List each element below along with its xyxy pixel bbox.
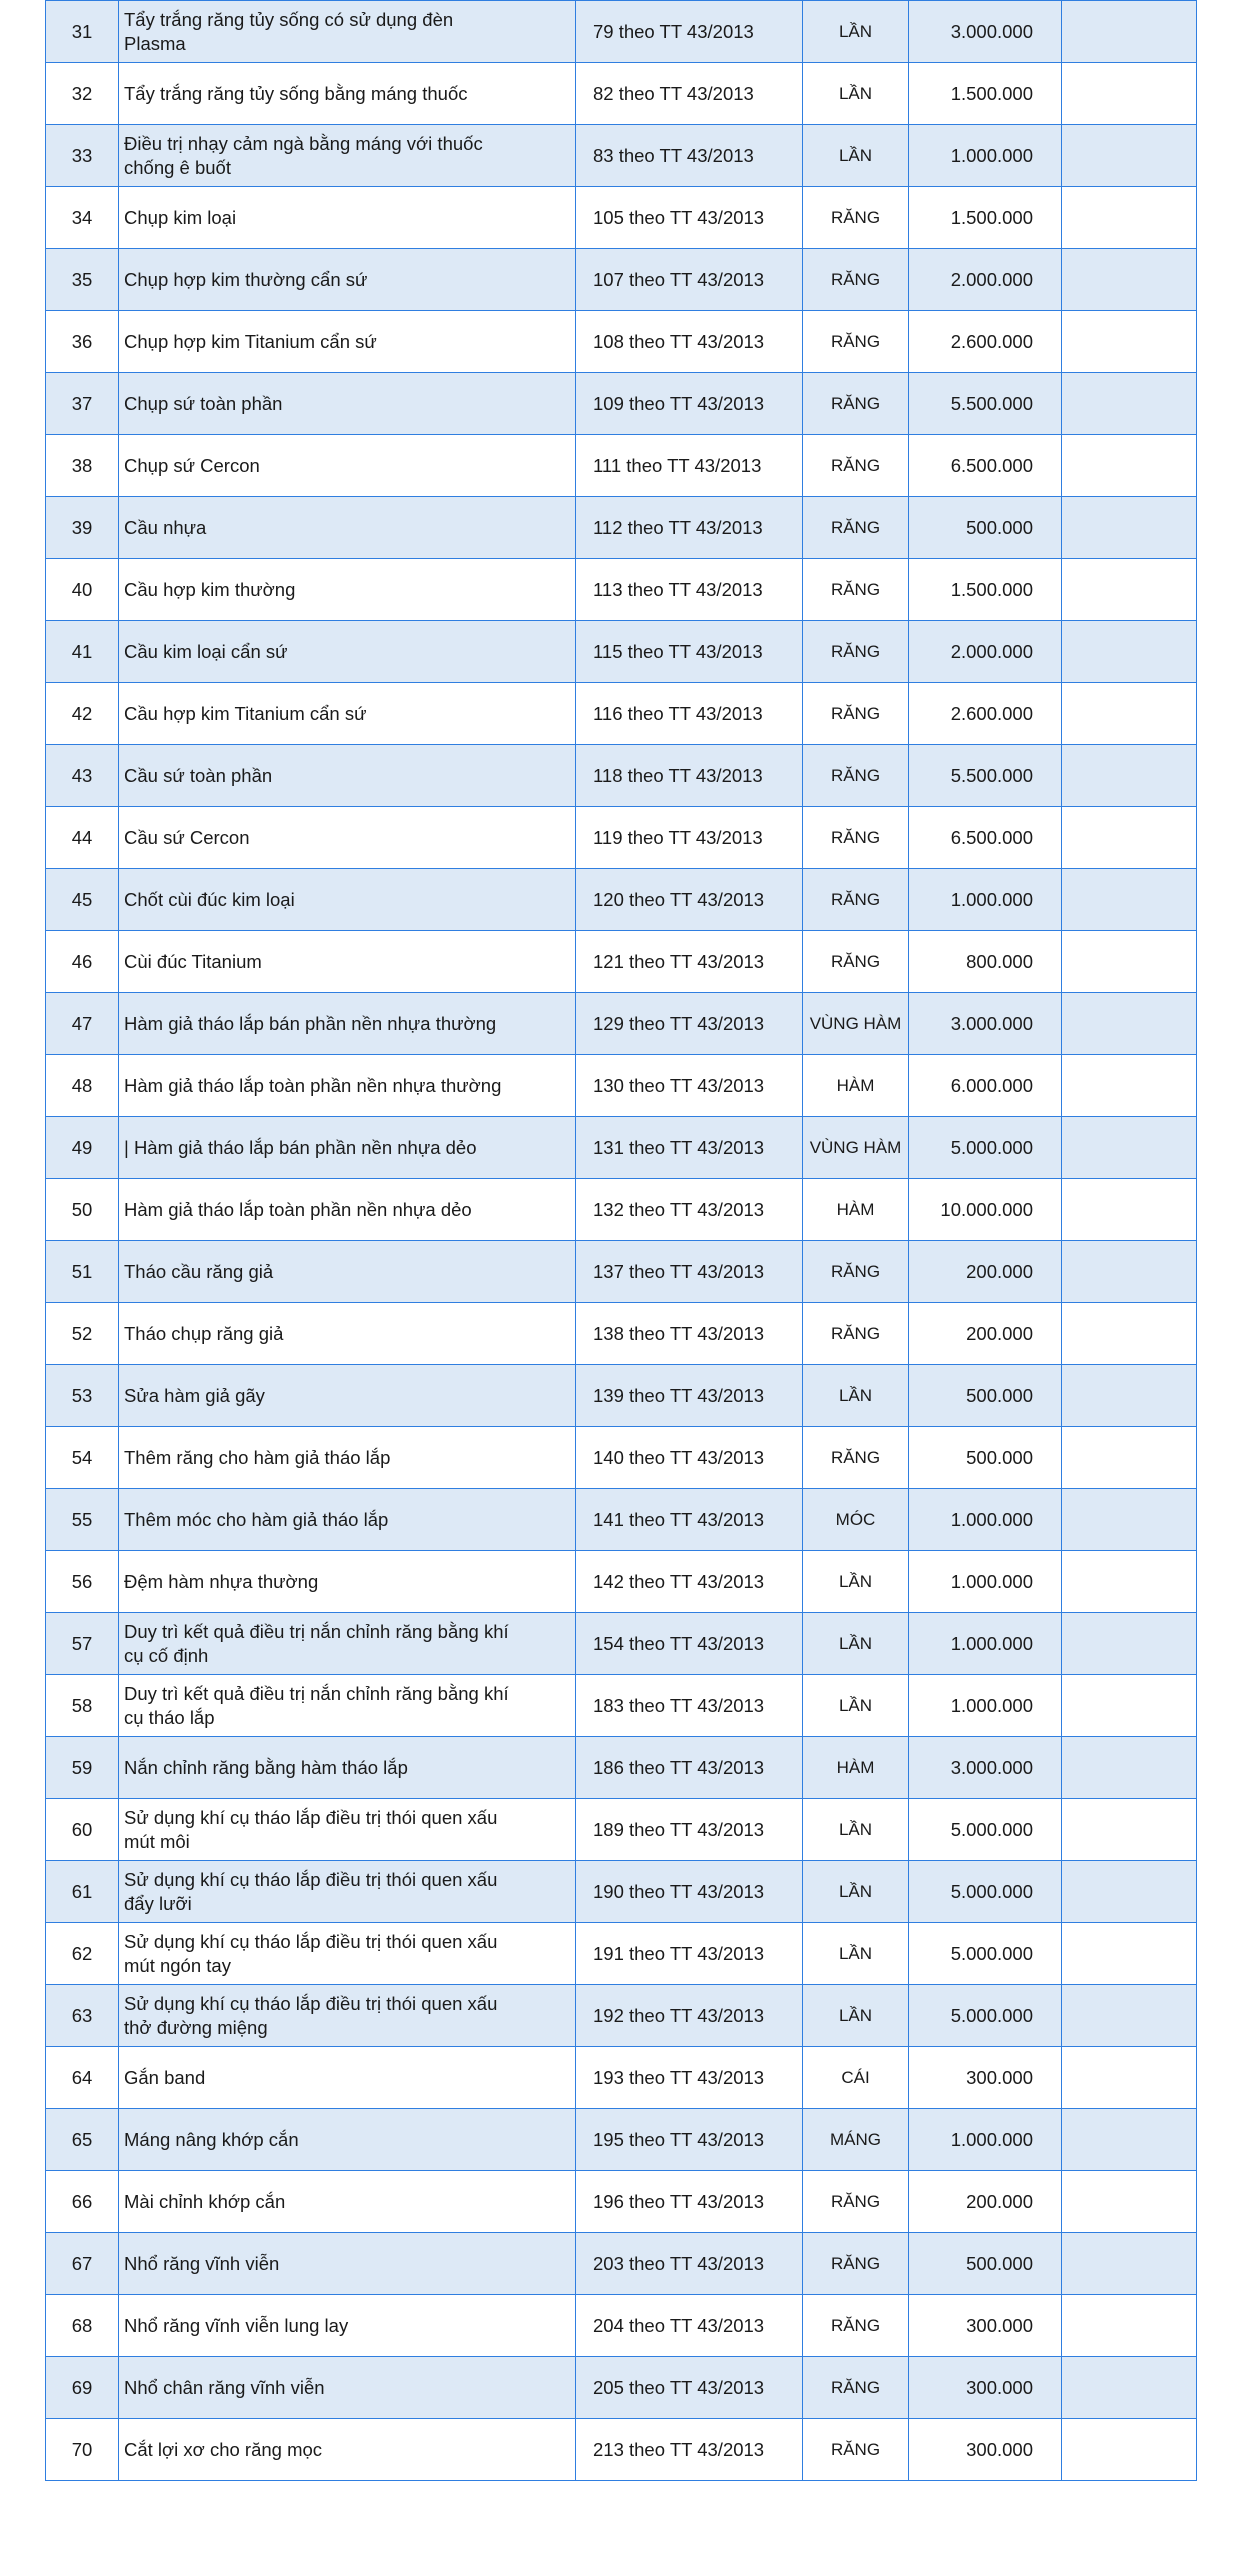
regulation-reference-cell: 111 theo TT 43/2013 — [576, 435, 803, 497]
regulation-reference-cell: 190 theo TT 43/2013 — [576, 1861, 803, 1923]
service-name-cell: Nắn chỉnh răng bằng hàm tháo lắp — [119, 1737, 576, 1799]
table-row — [46, 1489, 1197, 1551]
unit-cell: LẦN — [803, 1, 909, 63]
unit-cell: RĂNG — [803, 559, 909, 621]
table-row — [46, 2047, 1197, 2109]
table-row — [46, 621, 1197, 683]
price-cell: 1.500.000 — [909, 559, 1062, 621]
note-cell — [1062, 2295, 1197, 2357]
regulation-reference-cell: 189 theo TT 43/2013 — [576, 1799, 803, 1861]
service-name-cell: Chụp sứ toàn phần — [119, 373, 576, 435]
regulation-reference-cell: 130 theo TT 43/2013 — [576, 1055, 803, 1117]
price-cell: 5.000.000 — [909, 1799, 1062, 1861]
unit-cell: LẦN — [803, 1613, 909, 1675]
table-row — [46, 2109, 1197, 2171]
unit-cell: RĂNG — [803, 1427, 909, 1489]
service-name-cell: Gắn band — [119, 2047, 576, 2109]
note-cell — [1062, 621, 1197, 683]
unit-cell: LẦN — [803, 1365, 909, 1427]
service-name-cell: | Hàm giả tháo lắp bán phần nền nhựa dẻo — [119, 1117, 576, 1179]
unit-cell: RĂNG — [803, 1303, 909, 1365]
service-name-cell: Duy trì kết quả điều trị nắn chỉnh răng bằng khí cụ tháo lắp — [119, 1675, 576, 1737]
service-name-cell: Sử dụng khí cụ tháo lắp điều trị thói quen xấu thở đường miệng — [119, 1985, 576, 2047]
service-name-cell: Chốt cùi đúc kim loại — [119, 869, 576, 931]
service-name-cell: Tẩy trắng răng tủy sống bằng máng thuốc — [119, 63, 576, 125]
row-number-cell: 64 — [46, 2047, 119, 2109]
price-cell: 5.500.000 — [909, 745, 1062, 807]
price-cell: 1.000.000 — [909, 1489, 1062, 1551]
service-name-cell: Cầu sứ toàn phần — [119, 745, 576, 807]
table-row — [46, 1861, 1197, 1923]
note-cell — [1062, 745, 1197, 807]
table-row — [46, 187, 1197, 249]
service-name-cell: Chụp sứ Cercon — [119, 435, 576, 497]
price-cell: 1.000.000 — [909, 1551, 1062, 1613]
unit-cell: RĂNG — [803, 2357, 909, 2419]
regulation-reference-cell: 140 theo TT 43/2013 — [576, 1427, 803, 1489]
price-cell: 1.000.000 — [909, 125, 1062, 187]
table-row — [46, 125, 1197, 187]
price-table — [45, 0, 1197, 2481]
table-row — [46, 1551, 1197, 1613]
row-number-cell: 66 — [46, 2171, 119, 2233]
service-name-cell: Thêm răng cho hàm giả tháo lắp — [119, 1427, 576, 1489]
row-number-cell: 50 — [46, 1179, 119, 1241]
price-cell: 300.000 — [909, 2357, 1062, 2419]
unit-cell: RĂNG — [803, 745, 909, 807]
price-cell: 1.000.000 — [909, 869, 1062, 931]
row-number-cell: 38 — [46, 435, 119, 497]
regulation-reference-cell: 192 theo TT 43/2013 — [576, 1985, 803, 2047]
table-row — [46, 311, 1197, 373]
price-cell: 6.500.000 — [909, 807, 1062, 869]
regulation-reference-cell: 205 theo TT 43/2013 — [576, 2357, 803, 2419]
note-cell — [1062, 2233, 1197, 2295]
service-name-cell: Duy trì kết quả điều trị nắn chỉnh răng bằng khí cụ cố định — [119, 1613, 576, 1675]
price-cell: 2.600.000 — [909, 683, 1062, 745]
price-cell: 5.000.000 — [909, 1117, 1062, 1179]
regulation-reference-cell: 191 theo TT 43/2013 — [576, 1923, 803, 1985]
service-name-cell: Cùi đúc Titanium — [119, 931, 576, 993]
service-name-cell: Hàm giả tháo lắp bán phần nền nhựa thường — [119, 993, 576, 1055]
regulation-reference-cell: 142 theo TT 43/2013 — [576, 1551, 803, 1613]
note-cell — [1062, 311, 1197, 373]
table-row — [46, 2233, 1197, 2295]
row-number-cell: 61 — [46, 1861, 119, 1923]
price-cell: 3.000.000 — [909, 1737, 1062, 1799]
price-cell: 5.500.000 — [909, 373, 1062, 435]
table-row — [46, 1737, 1197, 1799]
note-cell — [1062, 1, 1197, 63]
note-cell — [1062, 1675, 1197, 1737]
unit-cell: LẦN — [803, 1923, 909, 1985]
row-number-cell: 32 — [46, 63, 119, 125]
row-number-cell: 31 — [46, 1, 119, 63]
price-cell: 300.000 — [909, 2295, 1062, 2357]
note-cell — [1062, 1985, 1197, 2047]
price-cell: 6.000.000 — [909, 1055, 1062, 1117]
unit-cell: LẦN — [803, 1799, 909, 1861]
regulation-reference-cell: 186 theo TT 43/2013 — [576, 1737, 803, 1799]
price-cell: 5.000.000 — [909, 1985, 1062, 2047]
table-row — [46, 1675, 1197, 1737]
regulation-reference-cell: 108 theo TT 43/2013 — [576, 311, 803, 373]
row-number-cell: 36 — [46, 311, 119, 373]
regulation-reference-cell: 139 theo TT 43/2013 — [576, 1365, 803, 1427]
note-cell — [1062, 2357, 1197, 2419]
regulation-reference-cell: 79 theo TT 43/2013 — [576, 1, 803, 63]
service-name-cell: Sử dụng khí cụ tháo lắp điều trị thói quen xấu đẩy lưỡi — [119, 1861, 576, 1923]
price-cell: 300.000 — [909, 2047, 1062, 2109]
row-number-cell: 69 — [46, 2357, 119, 2419]
regulation-reference-cell: 154 theo TT 43/2013 — [576, 1613, 803, 1675]
price-cell: 1.500.000 — [909, 187, 1062, 249]
note-cell — [1062, 1613, 1197, 1675]
table-row — [46, 1117, 1197, 1179]
service-name-cell: Chụp hợp kim Titanium cẩn sứ — [119, 311, 576, 373]
unit-cell: MÁNG — [803, 2109, 909, 2171]
service-name-cell: Máng nâng khớp cắn — [119, 2109, 576, 2171]
note-cell — [1062, 1055, 1197, 1117]
service-name-cell: Cầu hợp kim thường — [119, 559, 576, 621]
table-row — [46, 63, 1197, 125]
row-number-cell: 56 — [46, 1551, 119, 1613]
unit-cell: RĂNG — [803, 373, 909, 435]
regulation-reference-cell: 183 theo TT 43/2013 — [576, 1675, 803, 1737]
price-cell: 500.000 — [909, 2233, 1062, 2295]
service-name-cell: Tháo cầu răng giả — [119, 1241, 576, 1303]
table-row — [46, 807, 1197, 869]
regulation-reference-cell: 112 theo TT 43/2013 — [576, 497, 803, 559]
service-name-cell: Nhổ răng vĩnh viễn lung lay — [119, 2295, 576, 2357]
note-cell — [1062, 1551, 1197, 1613]
unit-cell: HÀM — [803, 1055, 909, 1117]
note-cell — [1062, 559, 1197, 621]
note-cell — [1062, 373, 1197, 435]
table-row — [46, 497, 1197, 559]
row-number-cell: 52 — [46, 1303, 119, 1365]
table-row — [46, 373, 1197, 435]
unit-cell: RĂNG — [803, 249, 909, 311]
note-cell — [1062, 1365, 1197, 1427]
price-cell: 10.000.000 — [909, 1179, 1062, 1241]
regulation-reference-cell: 196 theo TT 43/2013 — [576, 2171, 803, 2233]
note-cell — [1062, 1117, 1197, 1179]
table-row — [46, 683, 1197, 745]
row-number-cell: 40 — [46, 559, 119, 621]
regulation-reference-cell: 105 theo TT 43/2013 — [576, 187, 803, 249]
row-number-cell: 54 — [46, 1427, 119, 1489]
service-name-cell: Điều trị nhạy cảm ngà bằng máng với thuốc chống ê buốt — [119, 125, 576, 187]
service-name-cell: Chụp kim loại — [119, 187, 576, 249]
table-row — [46, 993, 1197, 1055]
note-cell — [1062, 125, 1197, 187]
note-cell — [1062, 435, 1197, 497]
table-row — [46, 2171, 1197, 2233]
service-name-cell: Chụp hợp kim thường cẩn sứ — [119, 249, 576, 311]
service-name-cell: Cầu sứ Cercon — [119, 807, 576, 869]
unit-cell: RĂNG — [803, 2233, 909, 2295]
note-cell — [1062, 1427, 1197, 1489]
note-cell — [1062, 1923, 1197, 1985]
unit-cell: RĂNG — [803, 2295, 909, 2357]
table-row — [46, 745, 1197, 807]
note-cell — [1062, 993, 1197, 1055]
service-name-cell: Cầu kim loại cẩn sứ — [119, 621, 576, 683]
unit-cell: LẦN — [803, 1675, 909, 1737]
service-name-cell: Đệm hàm nhựa thường — [119, 1551, 576, 1613]
row-number-cell: 43 — [46, 745, 119, 807]
table-row — [46, 2419, 1197, 2481]
service-name-cell: Sử dụng khí cụ tháo lắp điều trị thói quen xấu mút môi — [119, 1799, 576, 1861]
unit-cell: RĂNG — [803, 2171, 909, 2233]
regulation-reference-cell: 82 theo TT 43/2013 — [576, 63, 803, 125]
row-number-cell: 37 — [46, 373, 119, 435]
row-number-cell: 42 — [46, 683, 119, 745]
row-number-cell: 41 — [46, 621, 119, 683]
unit-cell: RĂNG — [803, 497, 909, 559]
regulation-reference-cell: 119 theo TT 43/2013 — [576, 807, 803, 869]
note-cell — [1062, 187, 1197, 249]
service-name-cell: Cầu nhựa — [119, 497, 576, 559]
table-row — [46, 1427, 1197, 1489]
table-row — [46, 2357, 1197, 2419]
regulation-reference-cell: 116 theo TT 43/2013 — [576, 683, 803, 745]
table-row — [46, 931, 1197, 993]
unit-cell: CÁI — [803, 2047, 909, 2109]
price-cell: 500.000 — [909, 497, 1062, 559]
note-cell — [1062, 1737, 1197, 1799]
note-cell — [1062, 931, 1197, 993]
regulation-reference-cell: 137 theo TT 43/2013 — [576, 1241, 803, 1303]
note-cell — [1062, 2171, 1197, 2233]
table-body — [46, 1, 1197, 2481]
table-row — [46, 249, 1197, 311]
row-number-cell: 60 — [46, 1799, 119, 1861]
row-number-cell: 47 — [46, 993, 119, 1055]
regulation-reference-cell: 131 theo TT 43/2013 — [576, 1117, 803, 1179]
table-row — [46, 2295, 1197, 2357]
row-number-cell: 34 — [46, 187, 119, 249]
table-row — [46, 1365, 1197, 1427]
price-cell: 2.000.000 — [909, 621, 1062, 683]
price-cell: 1.000.000 — [909, 1675, 1062, 1737]
unit-cell: RĂNG — [803, 869, 909, 931]
table-row — [46, 435, 1197, 497]
service-name-cell: Mài chỉnh khớp cắn — [119, 2171, 576, 2233]
price-cell: 1.000.000 — [909, 2109, 1062, 2171]
row-number-cell: 62 — [46, 1923, 119, 1985]
table-row — [46, 559, 1197, 621]
regulation-reference-cell: 203 theo TT 43/2013 — [576, 2233, 803, 2295]
note-cell — [1062, 869, 1197, 931]
row-number-cell: 46 — [46, 931, 119, 993]
row-number-cell: 48 — [46, 1055, 119, 1117]
service-name-cell: Sửa hàm giả gãy — [119, 1365, 576, 1427]
regulation-reference-cell: 120 theo TT 43/2013 — [576, 869, 803, 931]
row-number-cell: 63 — [46, 1985, 119, 2047]
table-row — [46, 1799, 1197, 1861]
service-name-cell: Sử dụng khí cụ tháo lắp điều trị thói quen xấu mút ngón tay — [119, 1923, 576, 1985]
service-name-cell: Nhổ răng vĩnh viễn — [119, 2233, 576, 2295]
row-number-cell: 68 — [46, 2295, 119, 2357]
note-cell — [1062, 497, 1197, 559]
price-cell: 1.000.000 — [909, 1613, 1062, 1675]
regulation-reference-cell: 213 theo TT 43/2013 — [576, 2419, 803, 2481]
note-cell — [1062, 249, 1197, 311]
row-number-cell: 59 — [46, 1737, 119, 1799]
table-row — [46, 1055, 1197, 1117]
price-table-container — [45, 0, 1196, 2481]
table-row — [46, 1923, 1197, 1985]
regulation-reference-cell: 132 theo TT 43/2013 — [576, 1179, 803, 1241]
row-number-cell: 39 — [46, 497, 119, 559]
price-cell: 6.500.000 — [909, 435, 1062, 497]
row-number-cell: 65 — [46, 2109, 119, 2171]
service-name-cell: Hàm giả tháo lắp toàn phần nền nhựa thường — [119, 1055, 576, 1117]
unit-cell: RĂNG — [803, 2419, 909, 2481]
price-cell: 200.000 — [909, 2171, 1062, 2233]
table-row — [46, 1179, 1197, 1241]
row-number-cell: 49 — [46, 1117, 119, 1179]
row-number-cell: 53 — [46, 1365, 119, 1427]
price-cell: 200.000 — [909, 1241, 1062, 1303]
service-name-cell: Hàm giả tháo lắp toàn phần nền nhựa dẻo — [119, 1179, 576, 1241]
table-row — [46, 1, 1197, 63]
unit-cell: HÀM — [803, 1737, 909, 1799]
service-name-cell: Thêm móc cho hàm giả tháo lắp — [119, 1489, 576, 1551]
row-number-cell: 33 — [46, 125, 119, 187]
regulation-reference-cell: 193 theo TT 43/2013 — [576, 2047, 803, 2109]
unit-cell: LẦN — [803, 63, 909, 125]
price-cell: 800.000 — [909, 931, 1062, 993]
unit-cell: HÀM — [803, 1179, 909, 1241]
price-cell: 3.000.000 — [909, 1, 1062, 63]
note-cell — [1062, 2419, 1197, 2481]
unit-cell: LẦN — [803, 1985, 909, 2047]
note-cell — [1062, 63, 1197, 125]
price-cell: 200.000 — [909, 1303, 1062, 1365]
table-row — [46, 1241, 1197, 1303]
note-cell — [1062, 1241, 1197, 1303]
table-row — [46, 1613, 1197, 1675]
unit-cell: RĂNG — [803, 807, 909, 869]
service-name-cell: Cắt lợi xơ cho răng mọc — [119, 2419, 576, 2481]
unit-cell: LẦN — [803, 1861, 909, 1923]
note-cell — [1062, 683, 1197, 745]
regulation-reference-cell: 204 theo TT 43/2013 — [576, 2295, 803, 2357]
price-cell: 5.000.000 — [909, 1923, 1062, 1985]
regulation-reference-cell: 109 theo TT 43/2013 — [576, 373, 803, 435]
service-name-cell: Tẩy trắng răng tủy sống có sử dụng đèn Plasma — [119, 1, 576, 63]
note-cell — [1062, 1799, 1197, 1861]
row-number-cell: 58 — [46, 1675, 119, 1737]
row-number-cell: 70 — [46, 2419, 119, 2481]
price-cell: 3.000.000 — [909, 993, 1062, 1055]
regulation-reference-cell: 121 theo TT 43/2013 — [576, 931, 803, 993]
row-number-cell: 51 — [46, 1241, 119, 1303]
note-cell — [1062, 1303, 1197, 1365]
note-cell — [1062, 1179, 1197, 1241]
regulation-reference-cell: 195 theo TT 43/2013 — [576, 2109, 803, 2171]
table-row — [46, 1303, 1197, 1365]
unit-cell: VÙNG HÀM — [803, 1117, 909, 1179]
unit-cell: MÓC — [803, 1489, 909, 1551]
regulation-reference-cell: 83 theo TT 43/2013 — [576, 125, 803, 187]
unit-cell: RĂNG — [803, 621, 909, 683]
note-cell — [1062, 1861, 1197, 1923]
unit-cell: RĂNG — [803, 1241, 909, 1303]
note-cell — [1062, 2047, 1197, 2109]
note-cell — [1062, 2109, 1197, 2171]
regulation-reference-cell: 129 theo TT 43/2013 — [576, 993, 803, 1055]
service-name-cell: Tháo chụp răng giả — [119, 1303, 576, 1365]
unit-cell: RĂNG — [803, 435, 909, 497]
table-row — [46, 1985, 1197, 2047]
row-number-cell: 35 — [46, 249, 119, 311]
unit-cell: RĂNG — [803, 683, 909, 745]
regulation-reference-cell: 113 theo TT 43/2013 — [576, 559, 803, 621]
table-row — [46, 869, 1197, 931]
unit-cell: VÙNG HÀM — [803, 993, 909, 1055]
price-cell: 5.000.000 — [909, 1861, 1062, 1923]
row-number-cell: 44 — [46, 807, 119, 869]
price-cell: 1.500.000 — [909, 63, 1062, 125]
regulation-reference-cell: 115 theo TT 43/2013 — [576, 621, 803, 683]
note-cell — [1062, 807, 1197, 869]
unit-cell: RĂNG — [803, 931, 909, 993]
service-name-cell: Cầu hợp kim Titanium cẩn sứ — [119, 683, 576, 745]
regulation-reference-cell: 138 theo TT 43/2013 — [576, 1303, 803, 1365]
unit-cell: RĂNG — [803, 311, 909, 373]
unit-cell: LẦN — [803, 125, 909, 187]
row-number-cell: 55 — [46, 1489, 119, 1551]
price-cell: 500.000 — [909, 1365, 1062, 1427]
unit-cell: RĂNG — [803, 187, 909, 249]
price-cell: 2.000.000 — [909, 249, 1062, 311]
regulation-reference-cell: 107 theo TT 43/2013 — [576, 249, 803, 311]
note-cell — [1062, 1489, 1197, 1551]
row-number-cell: 45 — [46, 869, 119, 931]
unit-cell: LẦN — [803, 1551, 909, 1613]
price-cell: 300.000 — [909, 2419, 1062, 2481]
regulation-reference-cell: 141 theo TT 43/2013 — [576, 1489, 803, 1551]
price-cell: 2.600.000 — [909, 311, 1062, 373]
service-name-cell: Nhổ chân răng vĩnh viễn — [119, 2357, 576, 2419]
regulation-reference-cell: 118 theo TT 43/2013 — [576, 745, 803, 807]
row-number-cell: 57 — [46, 1613, 119, 1675]
row-number-cell: 67 — [46, 2233, 119, 2295]
price-cell: 500.000 — [909, 1427, 1062, 1489]
